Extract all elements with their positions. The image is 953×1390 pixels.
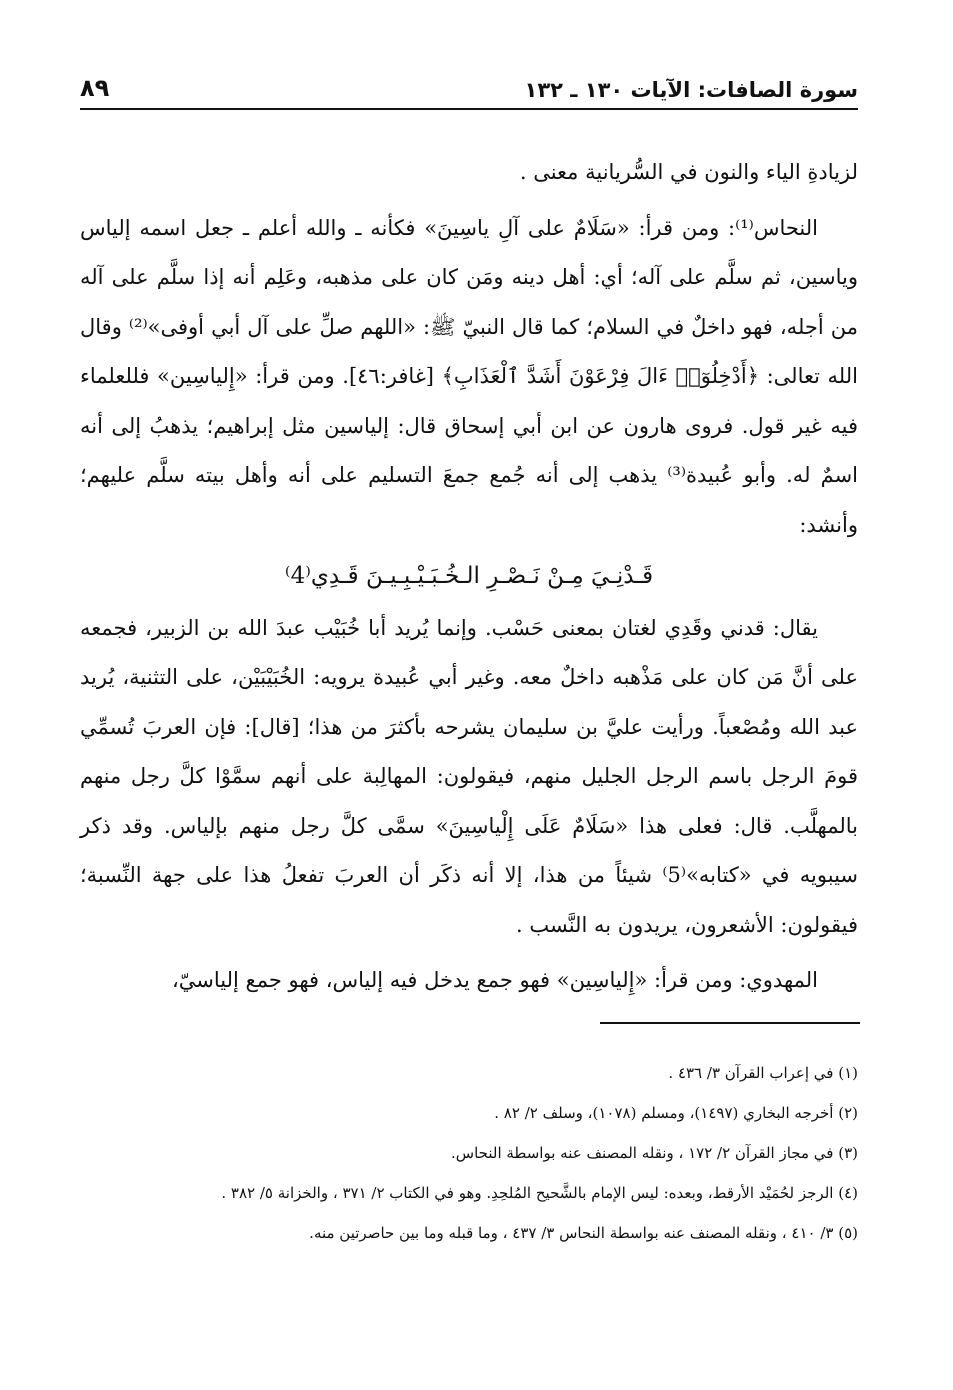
paragraph-yuqal: يقال: قدني وقَدِي لغتان بمعنى حَسْب. وإنما يُريد أبا خُبَيْب عبدَ الله بن الزبير، فجمعه على أنَّ مَن كان على مَذْهبه داخلٌ معه. وغير أبي عُبيدة يرويه: الخُبَيْبَيْن، على التثنية، يُريد عبد الله ومُصْعباً. ورأيت عليَّ بن سليمان يشرحه بأكثرَ من هذا؛ [قال]: فإن العربَ تُسمِّي قومَ الرجل باسم الرجل الجليل منهم، فيقولون: المهالِبة على أنهم سمَّوْا كلَّ رجل منهم بالمهلَّب. قال: فعلى هذا «سَلَامٌ عَلَى إِلْياسِينَ» سمَّى كلَّ رجل منهم بإلياس. وقد ذكر سيبويه في «كتابه»⁽5⁾ شيئاً من هذا، إلا أنه ذكَر أن العربَ تفعلُ هذا على جهة النِّسبة؛ فيقولون: الأشعرون، يريدون به النَّسب . xyxy=(80,615,859,937)
footnotes xyxy=(80,1058,858,1258)
running-title: سورة الصافات: الآيات ١٣٠ ـ ١٣٢ xyxy=(524,78,858,102)
main-text xyxy=(80,148,858,1006)
paragraph-1: لزيادةِ الياء والنون في السُّريانية معنى . xyxy=(519,160,858,184)
page-header xyxy=(80,62,858,110)
footnote-5: (٥) ٣/ ٤١٠ ، ونقله المصنف عنه بواسطة النحاس ٣/ ٤٣٧ ، وما قبله وما بين حاصرتين منه. xyxy=(309,1224,858,1242)
footnote-1: (١) في إعراب القرآن ٣/ ٤٣٦ . xyxy=(668,1064,858,1082)
page-number: ٨٩ xyxy=(80,74,110,102)
paragraph-nahhas: النحاس⁽¹⁾: ومن قرأ: «سَلَامٌ على آلِ ياسِينَ» فكأنه ـ والله أعلم ـ جعل اسمه إلياس وياسين، ثم سلَّم على آله؛ أي: أهل دينه ومَن كان على مذهبه، وعَلِم أنه إذا سلَّم على آله من أجله، فهو داخلٌ في السلام؛ كما قال النبيّ ﷺ: «اللهم صلِّ على آل أبي أوفى»⁽²⁾ وقال الله تعالى: ﴿أَدْخِلُوٓا۟ ءَالَ فِرْعَوْنَ أَشَدَّ ٱلْعَذَابِ﴾ [غافر:٤٦]. ومن قرأ: «إِلياسِين» فللعلماء فيه غير قول. فروى هارون عن ابن أبي إسحاق قال: إلياسين مثل إبراهيم؛ يذهبُ إلى أنه اسمٌ له. وأبو عُبيدة⁽³⁾ يذهب إلى أنه جُمع جمعَ التسليم على أنه وأهل بيته سلَّم عليهم؛ وأنشد: xyxy=(80,215,858,537)
footnote-4: (٤) الرجز لحُمَيْد الأرقط، وبعده: ليس الإمام بالشَّحيح المُلحِدِ. وهو في الكتاب ٢/ ٣٧١ ، والخزانة ٥/ ٣٨٢ . xyxy=(221,1184,858,1202)
verse-line: قَـدْنِـيَ مِـنْ نَـصْـرِ الـخُـبَـيْـبِـيـنَ قَـدِي⁽4⁾ xyxy=(284,563,654,589)
footnote-2: (٢) أخرجه البخاري (١٤٩٧)، ومسلم (١٠٧٨)، وسلف ٢/ ٨٢ . xyxy=(494,1104,858,1122)
paragraph-mahdawi: المهدوي: ومن قرأ: «إِلياسِين» فهو جمع يدخل فيه إلياس، فهو جمع إلياسيّ، xyxy=(172,968,818,992)
footnote-separator xyxy=(600,1022,860,1024)
footnote-3: (٣) في مجاز القرآن ٢/ ١٧٢ ، ونقله المصنف عنه بواسطة النحاس. xyxy=(451,1144,858,1162)
